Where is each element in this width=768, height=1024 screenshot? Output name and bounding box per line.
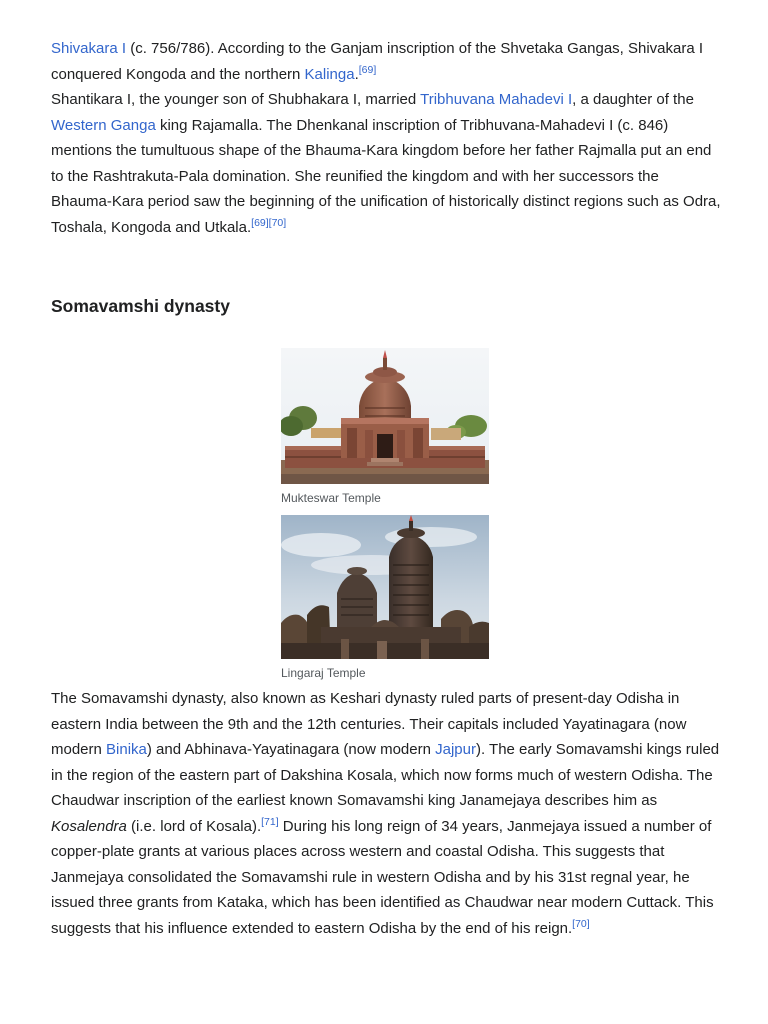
link-kalinga[interactable]: Kalinga [304, 65, 355, 83]
figure-lingaraj [281, 515, 489, 681]
paragraph-shivakara [51, 36, 723, 87]
paragraph-text: Shantikara I, the younger son of Shubhakara I, married [51, 91, 421, 108]
paragraph-text: The Somavamshi dynasty, also known as Keshari dynasty ruled parts of present-day Odisha in eastern India between the 9th and the 12th centuries. Their capitals included Yayatinagara (now modern [51, 690, 687, 758]
link-jajpur[interactable]: Jajpur [435, 741, 476, 758]
italic-kosalendra: Kosalendra [51, 817, 127, 835]
paragraph-shantikara [51, 87, 723, 240]
article-content [51, 36, 723, 941]
citation-71 [261, 816, 279, 828]
paragraph-text: During his long reign of 34 years, Janmejaya issued a number of copper-plate grants at various places across western and coastal Odisha. This suggests that Janmejaya consolidated the Somavamshi rule in western Odisha and by his 31st regnal year, he issued three grants from Kataka, which has been identified as Chaudwar near modern Cuttack. This suggests that his influence extended to eastern Odisha by the end of his reign. [51, 817, 714, 937]
figure-caption: Lingaraj Temple [281, 666, 366, 680]
paragraph-text: (i.e. lord of Kosala). [126, 817, 262, 835]
link-shivakara[interactable]: Shivakara I [51, 40, 127, 57]
mukteswar-temple-image[interactable] [281, 348, 489, 484]
link-western-ganga[interactable]: Western Ganga [51, 116, 156, 134]
citation-link-69[interactable]: [69] [251, 216, 269, 229]
paragraph-text: (c. 756/786). According to the Ganjam inscription of the Shvetaka Gangas, Shivakara I conquered Kongoda and the northern [51, 40, 704, 83]
paragraph-text: king Rajamalla. The Dhenkanal inscription of Tribhuvana-Mahadevi I (c. 846) mentions the tumultuous shape of the Bhauma-Kara kingdom before her father Rajmalla put an end to the Rashtrakuta-Pala domination. She reunified the kingdom and with her successors the Bhauma-Kara period saw the beginning of the unification of historically distinct regions such as Odra, Toshala, Kongoda and Utkala. [51, 116, 721, 236]
paragraph-text: , a daughter of the [572, 91, 694, 108]
citation-69 [251, 217, 286, 229]
citation-link-70[interactable]: [70] [268, 216, 287, 229]
paragraph-text: . [354, 65, 359, 83]
link-tribhuvana-mahadevi[interactable]: Tribhuvana Mahadevi I [420, 91, 573, 108]
link-binika[interactable]: Binika [106, 741, 147, 758]
citation-70 [572, 918, 590, 930]
citation-link-69[interactable]: [69] [358, 63, 377, 76]
paragraph-somavamshi [51, 686, 723, 941]
citation-link-70[interactable]: [70] [572, 917, 590, 930]
figure-mukteswar [281, 348, 489, 506]
citation-69 [359, 64, 377, 76]
citation-link-71[interactable]: [71] [261, 815, 279, 828]
figure-caption: Mukteswar Temple [281, 491, 381, 505]
paragraph-text: ). The early Somavamshi kings ruled in the region of the eastern part of Dakshina Kosala, which now forms much of western Odisha. The Chaudwar inscription of the earliest known Somavamshi king Janamejaya describes him as [51, 741, 720, 809]
lingaraj-temple-image[interactable] [281, 515, 489, 659]
paragraph-text: ) and Abhinava-Yayatinagara (now modern [146, 741, 436, 758]
section-heading-somavamshi: Somavamshi dynasty [51, 296, 230, 316]
